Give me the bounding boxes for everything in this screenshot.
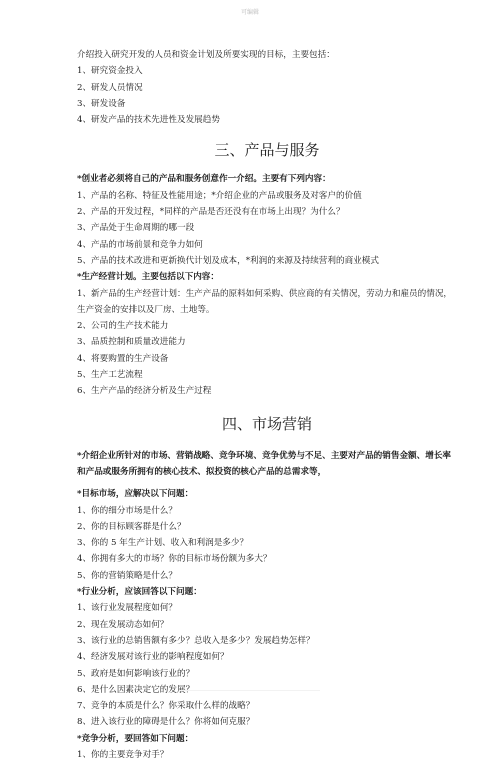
header-watermark: 可编辑	[240, 9, 259, 16]
list-item: 3、研发设备	[77, 98, 126, 109]
list-item: 2、研发人员情况	[77, 82, 143, 93]
subsection-title: *竞争分析，要回答如下问题：	[77, 733, 194, 744]
list-item: 5、政府是如何影响该行业的？	[77, 668, 195, 679]
intro-lead: 介绍投入研究开发的人员和资金计划及所要实现的目标，主要包括：	[77, 50, 335, 60]
section-note: *创业者必须将自己的产品和服务创意作一介绍。主要有下列内容：	[77, 174, 331, 185]
list-item: 4、将要购置的生产设备	[77, 353, 169, 364]
list-item: 1、产品的名称、特征及性能用途；*介绍企业的产品或服务及对客户的价值	[77, 190, 362, 201]
section-note: *生产经营计划。主要包括以下内容：	[77, 272, 219, 283]
section-heading-marketing: 四、市场营销	[221, 414, 312, 433]
list-item: 2、你的目标顾客群是什么？	[77, 521, 186, 532]
document-body	[77, 47, 457, 763]
list-item: 1、该行业发展程度如何？	[77, 603, 177, 614]
list-item: 4、研发产品的技术先进性及发展趋势	[77, 115, 220, 126]
footer-divider	[180, 690, 320, 691]
list-item: 2、公司的生产技术能力	[77, 321, 169, 332]
list-item: 7、竞争的本质是什么？你采取什么样的战略？	[77, 701, 255, 712]
section-heading-products: 三、产品与服务	[214, 141, 320, 160]
list-item: 1、新产品的生产经营计划：生产产品的原料如何采购、供应商的有关情况，劳动力和雇员的情况，生产资金的安排以及厂房、土地等。	[77, 288, 453, 315]
section-intro: *介绍企业所针对的市场、营销战略、竞争环境、竞争优势与不足、主要对产品的销售金额、增长率和产品或服务所拥有的核心技术、拟投资的核心产品的总需求等，	[77, 450, 452, 477]
list-item: 2、现在发展动态如何？	[77, 619, 169, 630]
list-item: 3、产品处于生命周期的哪一段	[77, 223, 195, 234]
list-item: 5、生产工艺流程	[77, 370, 143, 381]
list-item: 1、你的细分市场是什么？	[77, 505, 177, 516]
list-item: 8、进入该行业的障碍是什么？你将如何克服？	[77, 717, 255, 728]
list-item: 6、生产产品的经济分析及生产过程	[77, 386, 212, 397]
list-item: 6、是什么因素决定它的发展？	[77, 684, 195, 695]
list-item: 5、你的营销策略是什么？	[77, 570, 177, 581]
list-item: 5、产品的技术改进和更新换代计划及成本，*利润的来源及持续营利的商业模式	[77, 255, 379, 266]
list-item: 4、你拥有多大的市场？你的目标市场份额为多大？	[77, 554, 272, 565]
list-item: 1、研究资金投入	[77, 66, 143, 77]
subsection-title: *目标市场，应解决以下问题：	[77, 489, 194, 500]
list-item: 3、品质控制和质量改进能力	[77, 337, 186, 348]
list-item: 4、产品的市场前景和竞争力如何	[77, 239, 203, 250]
list-item: 4、经济发展对该行业的影响程度如何？	[77, 652, 229, 663]
list-item: 3、你的 5 年生产计划、收入和利润是多少？	[77, 538, 249, 549]
list-item: 3、该行业的总销售额有多少？总收入是多少？发展趋势怎样？	[77, 635, 315, 646]
list-item: 1、你的主要竞争对手？	[77, 749, 169, 760]
subsection-title: *行业分析，应该回答以下问题：	[77, 587, 202, 598]
list-item: 2、产品的开发过程，*同样的产品是否还没有在市场上出现？为什么？	[77, 207, 345, 218]
